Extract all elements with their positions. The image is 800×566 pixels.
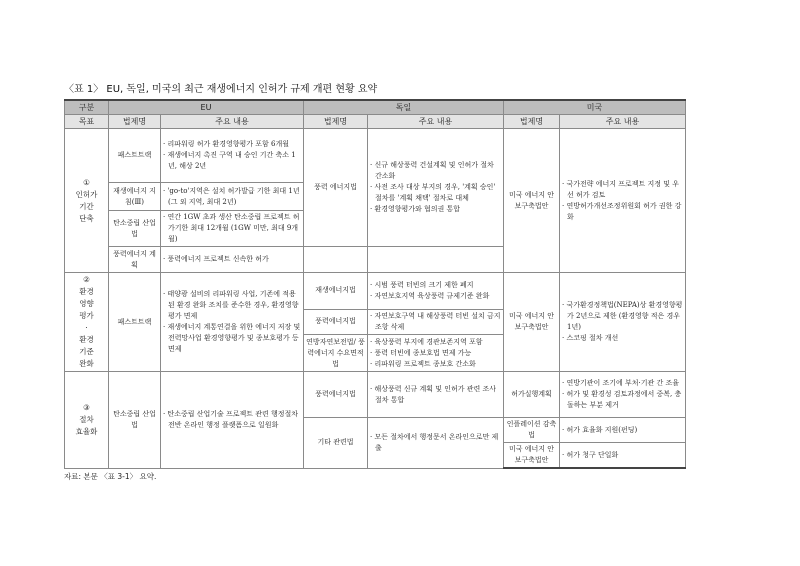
de-content-cell: · 시범 풍력 터빈의 크기 제한 폐지 · 자연보호지역 육상풍력 규제기준 완화 [368,273,504,310]
header-eu: EU [109,100,304,115]
header-content-de: 주요 내용 [368,115,504,129]
de-law-cell: 연방자연보전법/ 풍력에너지 수요면적법 [304,335,368,372]
eu-content-cell: · 풍력에너지 프로젝트 신속한 허가 [161,247,304,273]
us-law-cell: 인플레이션 감축법 [504,418,560,443]
goal-cell: ① 인허가 기간 단축 [65,129,109,273]
de-law-cell: 기타 관련법 [304,418,368,469]
eu-content-cell: · 태양광 설비의 리파워링 사업, 기존에 적용된 환경 완화 조치를 준수한 경우, 환경영향평가 면제 · 재생에너지 계통연결을 위한 에너지 저장 및 전력망사업 환경영향평가 및 종보호평가 등 면제 [161,273,304,372]
regulation-summary-table [64,99,686,469]
de-law-cell: 풍력 에너지법 [304,129,368,247]
eu-content-cell: · 리파워링 허가 환경영향평가 포함 6개월 · 재생에너지 촉진 구역 내 승인 기간 축소 1년, 해상 2년 [161,129,304,183]
us-content-cell: · 국가환경정책법(NEPA)상 환경영향평가 2년으로 제한 (환경영향 적은 경우 1년) · 스코핑 절차 개선 [560,273,686,372]
de-law-cell: 풍력에너지법 [304,309,368,335]
eu-law-cell: 패스트트랙 [109,129,161,183]
de-law-cell: 재생에너지법 [304,273,368,310]
header-law-us: 법제명 [504,115,560,129]
us-content-cell: · 허가 청구 단일화 [560,443,686,469]
us-law-cell: 미국 에너지 안보구축법안 [504,273,560,372]
header-content-us: 주요 내용 [560,115,686,129]
eu-law-cell: 탄소중립 산업법 [109,211,161,247]
de-content-cell: · 신규 해상풍력 건설계획 및 인허가 절차 간소화 · 사전 조사 대상 부지의 경우, '계획 승인' 절차를 '계획 채택' 절차로 대체 · 환경영향평가와 협의권 통합 [368,129,504,247]
eu-content-cell: · 'go-to'지역은 설치 허가발급 기한 최대 1년 (그 외 지역, 최대 2년) [161,183,304,211]
goal-cell: ③ 절차 효율화 [65,372,109,469]
eu-content-cell: · 연간 1GW 초과 생산 탄소중립 프로젝트 허가기한 최대 12개월 (1GW 미만, 최대 9개월) [161,211,304,247]
table-row [65,273,686,310]
de-empty-cell [304,247,368,273]
table-caption: 〈표 1〉 EU, 독일, 미국의 최근 재생에너지 인허가 규제 개편 현황 요약 [64,84,378,95]
header-law-eu: 법제명 [109,115,161,129]
header-goal: 목표 [65,115,109,129]
table-source-note: 자료: 본문 〈표 3-1〉 요약. [64,472,157,481]
de-content-cell: · 육상풍력 부지에 경관보존지역 포함 · 풍력 터빈에 종보호법 면제 가능 · 리파워링 프로젝트 종보호 간소화 [368,335,504,372]
de-law-cell: 풍력에너지법 [304,372,368,418]
header-row-regions [65,100,686,115]
de-content-cell: · 자연보호구역 내 해상풍력 터빈 설치 금지 조항 삭제 [368,309,504,335]
eu-law-cell: 패스트트랙 [109,273,161,372]
us-law-cell: 미국 에너지 안보구축법안 [504,129,560,273]
eu-law-cell: 탄소중립 산업법 [109,372,161,469]
de-content-cell: · 모든 절차에서 행정문서 온라인으로만 제출 [368,418,504,469]
header-germany: 독일 [304,100,504,115]
header-division: 구분 [65,100,109,115]
eu-content-cell: · 탄소중립 산업기술 프로젝트 관련 행정절차 전반 온라인 행정 플랫폼으로 일원화 [161,372,304,469]
header-content-eu: 주요 내용 [161,115,304,129]
eu-law-cell: 재생에너지 지침(Ⅲ) [109,183,161,211]
us-content-cell: · 국가전략 에너지 프로젝트 지정 및 우선 허가 검토 · 연방허가개선조정위원회 허가 권한 강화 [560,129,686,273]
header-law-de: 법제명 [304,115,368,129]
eu-law-cell: 풍력에너지 계획 [109,247,161,273]
goal-cell: ② 환경 영향 평가 · 환경 기준 완화 [65,273,109,372]
table-row [65,129,686,183]
table-row [65,372,686,418]
header-usa: 미국 [504,100,686,115]
us-law-cell: 미국 에너지 안보구축법안 [504,443,560,469]
us-content-cell: · 연방기관이 조기에 부처·기관 간 조율 · 허가 및 환경성 검토과정에서 중복, 충돌하는 부분 제거 [560,372,686,418]
de-empty-cell [368,247,504,273]
us-content-cell: · 허가 효율화 지원(펀딩) [560,418,686,443]
header-row-fields [65,115,686,129]
de-content-cell: · 해상풍력 신규 계획 및 인허가 관련 조사절차 통합 [368,372,504,418]
us-law-cell: 허가실행계획 [504,372,560,418]
